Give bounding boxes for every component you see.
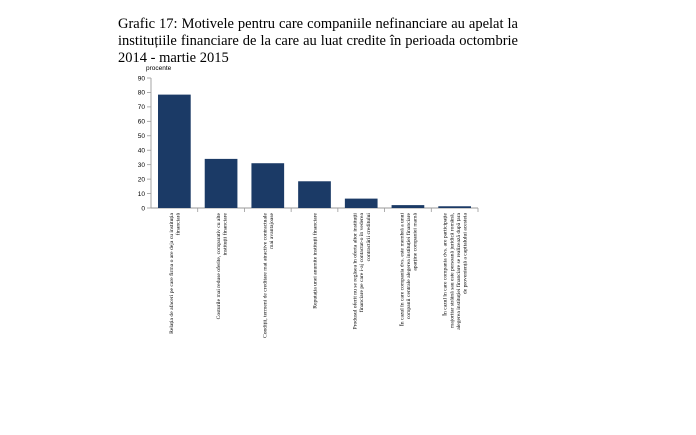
bar-3 <box>251 163 284 208</box>
category-label: Relația de afaceri pe care firma o are deja cu instituția <box>169 212 176 334</box>
category-label: financiară <box>175 213 182 236</box>
category-label: majoritar străină sau este persoană juridică română, <box>449 213 456 329</box>
category-label: În cazul în care compania dvs. este membră a unui <box>399 213 406 327</box>
bar-6 <box>392 205 425 208</box>
y-tick-label: 0 <box>141 205 145 213</box>
category-label: alegerea instituției financiare se realizează după țara <box>455 213 462 330</box>
category-label: de proveniență a capitalului acesteia <box>462 213 469 295</box>
category-label: contractării creditului <box>365 213 372 262</box>
chart-title: Grafic 17: Motivele pentru care companiile nefinanciare au apelat la instituțiile financiare de la care au luat credite în perioada octombrie 2014 - martie 2015 <box>118 16 518 66</box>
y-tick-label: 40 <box>137 147 145 155</box>
y-tick-label: 20 <box>137 176 145 184</box>
bar-1 <box>158 95 191 208</box>
category-label: Produsul oferit nu se regăsea în oferta altor instituții <box>352 213 359 330</box>
y-tick-label: 50 <box>137 133 145 141</box>
y-axis-label: procente <box>146 65 172 72</box>
category-label: aparține companiei mamă <box>412 213 419 271</box>
y-tick-label: 10 <box>137 190 145 198</box>
category-label: Costurile mai reduse oferite, comparativ cu alte <box>215 213 222 320</box>
category-label: mai avantajoase <box>269 213 276 249</box>
bar-4 <box>298 181 331 208</box>
y-tick-label: 90 <box>137 75 145 83</box>
y-tick-label: 80 <box>137 89 145 97</box>
category-label: Reputația unei anumite instituții financiare <box>312 213 319 309</box>
category-label: financiare pe care i-aj contactat-o în vederea <box>359 213 366 313</box>
y-tick-label: 70 <box>137 104 145 112</box>
y-tick-label: 60 <box>137 118 145 126</box>
category-label: companii centrale alegerea instituției financiare <box>405 213 412 320</box>
category-label: instituții financiare <box>222 213 229 256</box>
y-tick-label: 30 <box>137 161 145 169</box>
bar-5 <box>345 199 378 208</box>
bar-7 <box>438 206 471 208</box>
category-label: În cazul în care compania dvs. are participație <box>442 213 449 316</box>
category-label: Condiții, termeni de creditare mai atractive contractuale <box>262 213 269 339</box>
bar-2 <box>205 159 238 208</box>
